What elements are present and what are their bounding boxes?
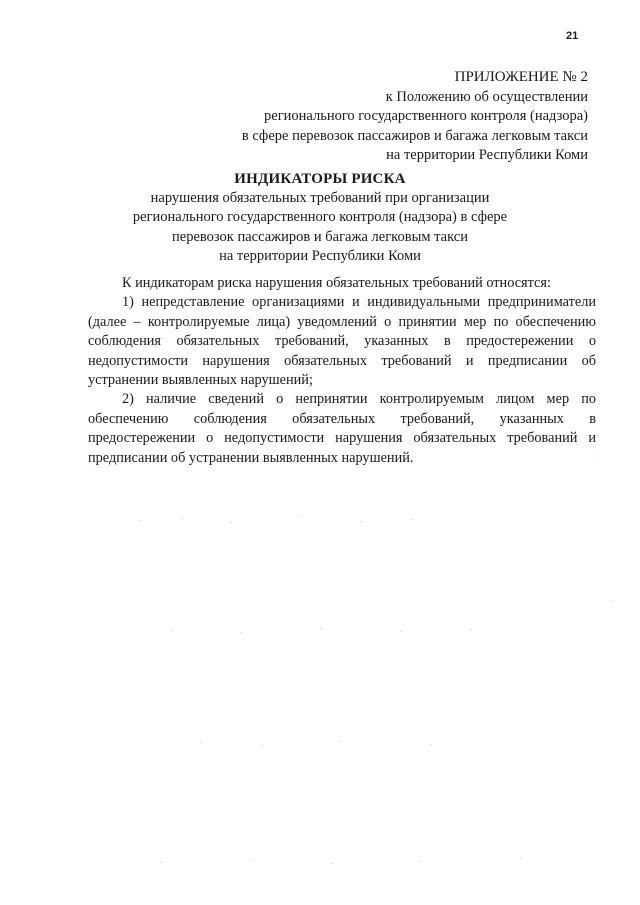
appendix-line: на территории Республики Коми [386,147,588,164]
appendix-line: к Положению об осуществлении [385,88,588,105]
appendix-line: регионального государственного контроля (надзора) [264,108,588,125]
risk-indicator-item-2: 2) наличие сведений о непринятии контролируемым лицом мер по обеспечению соблюдения обязательных требований, указанных в предостережении о недопустимости нарушения обязательных требований и предписании об устранении выявленных нарушений. [88,391,596,466]
intro-paragraph: К индикаторам риска нарушения обязательных требований относятся: [122,275,551,291]
risk-indicator-item-1: 1) непредставление организациями и индивидуальными предприниматели (далее – контролируемые лица) уведомлений о принятии мер по обеспечению соблюдения обязательных требований, указанных в предостережении о недопустимости нарушения обязательных требований и предписании об устранении выявленных нарушений; [88,294,596,389]
page-number: 21 [566,30,579,42]
appendix-block [128,68,588,166]
appendix-title: ПРИЛОЖЕНИЕ № 2 [454,69,588,85]
heading-subtitle-line: нарушения обязательных требований при организации [150,190,490,207]
document-heading [50,170,590,266]
document-body [88,274,596,468]
heading-subtitle-line: регионального государственного контроля (надзора) в сфере [132,209,508,226]
appendix-line: в сфере перевозок пассажиров и багажа легковым такси [241,127,588,144]
heading-title: ИНДИКАТОРЫ РИСКА [234,171,406,187]
heading-subtitle-line: перевозок пассажиров и багажа легковым такси [172,228,468,245]
heading-subtitle-line: на территории Республики Коми [219,247,421,264]
